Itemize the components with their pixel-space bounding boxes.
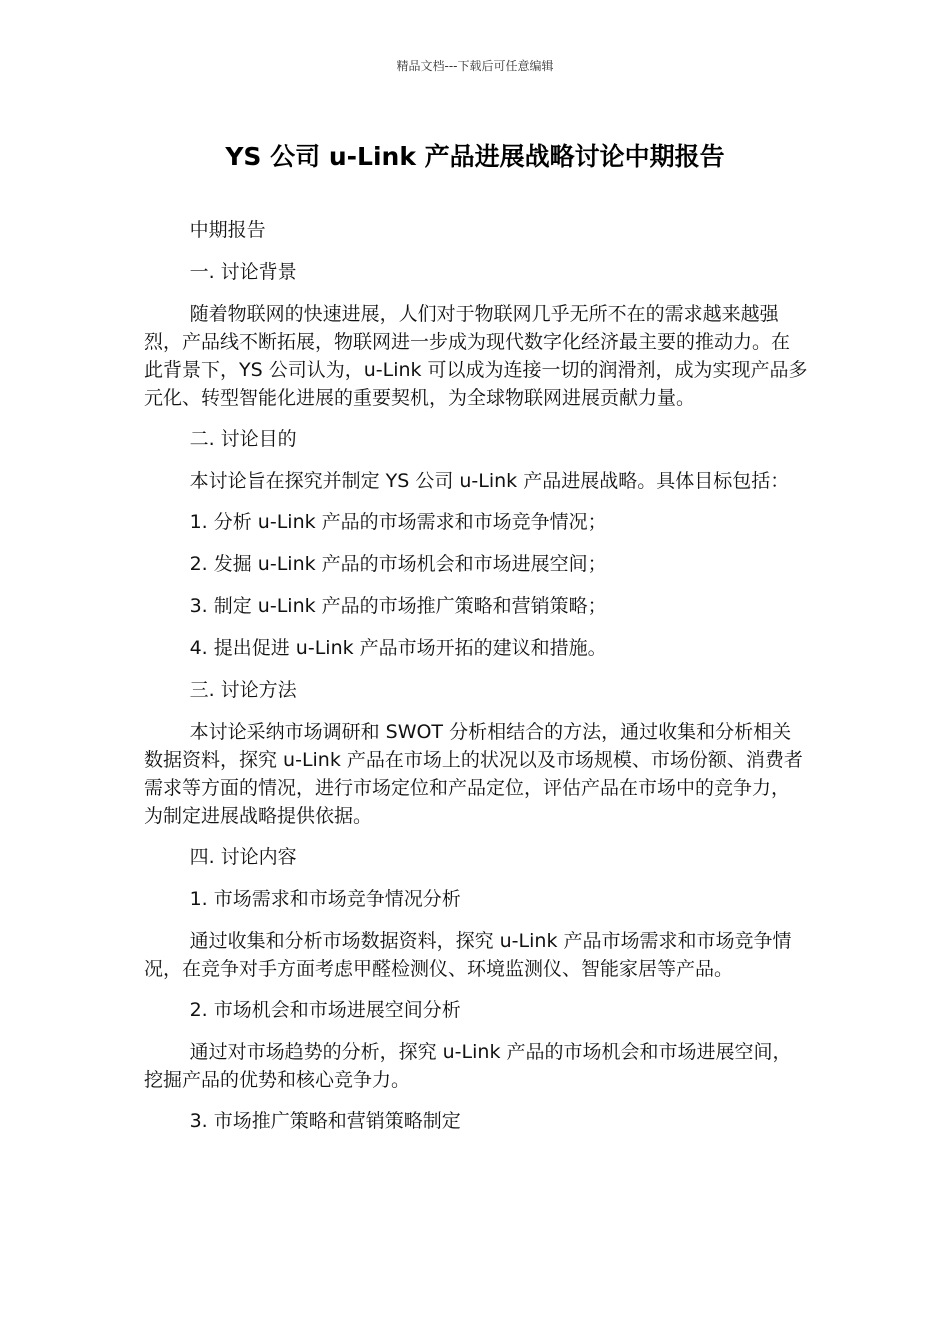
section-heading-background: 一. 讨论背景: [189, 261, 297, 283]
report-label: 中期报告: [189, 219, 266, 241]
paragraph-content-1: 通过收集和分析市场数据资料，探究 u-Link 产品市场需求和市场竞争情况，在竞争对手方面考虑甲醛检测仪、环境监测仪、智能家居等产品。: [144, 930, 792, 980]
subsection-heading: 3. 市场推广策略和营销策略制定: [189, 1110, 461, 1132]
list-item: 4. 提出促进 u-Link 产品市场开拓的建议和措施。: [189, 637, 607, 659]
section-heading-purpose: 二. 讨论目的: [189, 428, 297, 450]
document-body: [144, 216, 808, 1149]
paragraph-method: 本讨论采纳市场调研和 SWOT 分析相结合的方法，通过收集和分析相关数据资料，探究 u-Link 产品在市场上的状况以及市场规模、市场份额、消费者需求等方面的情况，进行市场定位和产品定位，评估产品在市场中的竞争力，为制定进展战略提供依据。: [144, 721, 803, 827]
subsection-heading: 2. 市场机会和市场进展空间分析: [189, 999, 461, 1021]
list-item: 3. 制定 u-Link 产品的市场推广策略和营销策略；: [189, 595, 607, 617]
page-title: YS 公司 u-Link 产品进展战略讨论中期报告: [225, 142, 725, 171]
list-item: 1. 分析 u-Link 产品的市场需求和市场竞争情况；: [189, 511, 607, 533]
paragraph-content-2: 通过对市场趋势的分析，探究 u-Link 产品的市场机会和市场进展空间，挖掘产品的优势和核心竞争力。: [144, 1041, 792, 1091]
subsection-heading: 1. 市场需求和市场竞争情况分析: [189, 888, 461, 910]
section-heading-content: 四. 讨论内容: [189, 846, 297, 868]
list-item: 2. 发掘 u-Link 产品的市场机会和市场进展空间；: [189, 553, 607, 575]
paragraph-background: 随着物联网的快速进展，人们对于物联网几乎无所不在的需求越来越强烈，产品线不断拓展，物联网进一步成为现代数字化经济最主要的推动力。在此背景下，YS 公司认为，u-Link 可以成为连接一切的润滑剂，成为实现产品多元化、转型智能化进展的重要契机，为全球物联网进展贡献力量。: [144, 303, 808, 409]
section-heading-method: 三. 讨论方法: [189, 679, 297, 701]
paragraph-purpose: 本讨论旨在探究并制定 YS 公司 u-Link 产品进展战略。具体目标包括：: [189, 470, 790, 492]
header-note: 精品文档---下载后可任意编辑: [396, 59, 554, 73]
